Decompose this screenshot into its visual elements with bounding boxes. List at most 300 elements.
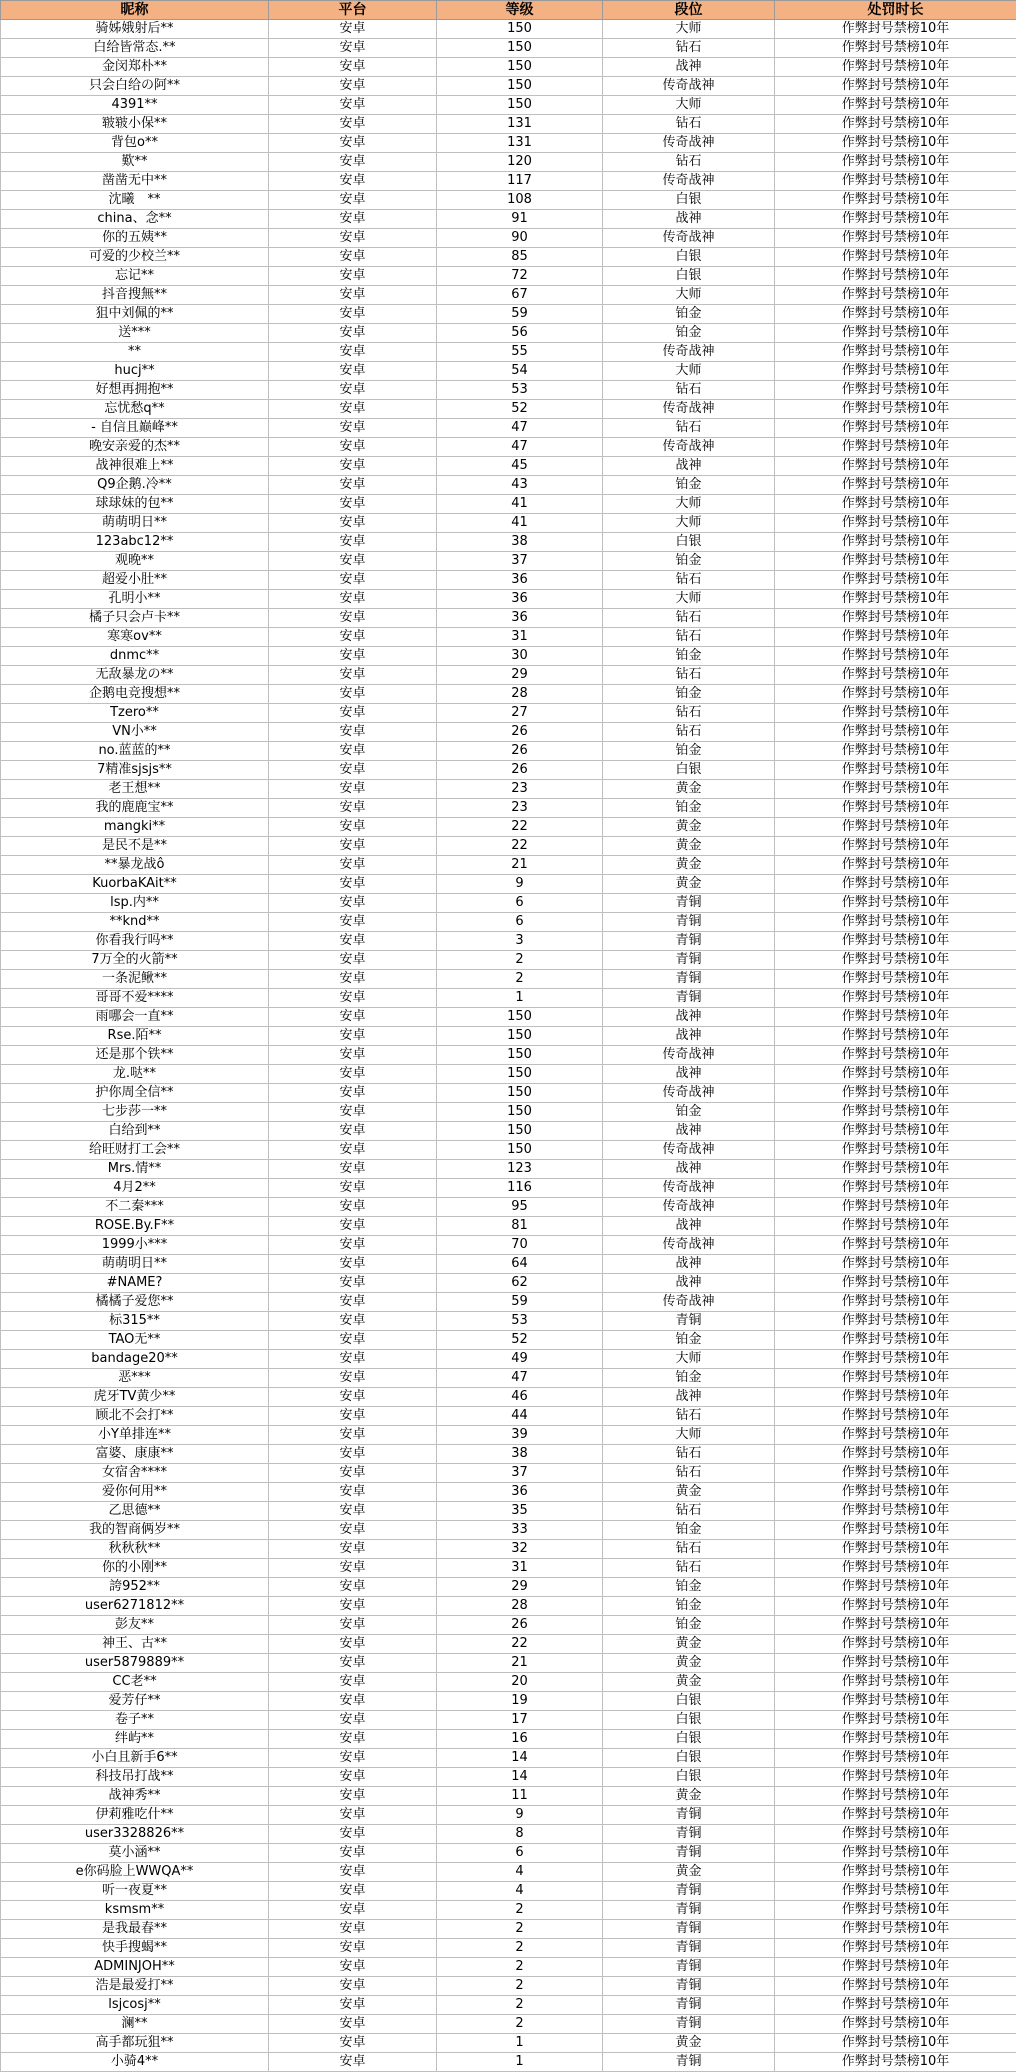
cell-nickname: china、念**: [1, 210, 269, 229]
cell-nickname: - 自信且巅峰**: [1, 419, 269, 438]
table-row: [1, 628, 1016, 647]
cell-nickname: **暴龙战ô: [1, 856, 269, 875]
cell-platform: 安卓: [269, 1540, 437, 1559]
cell-platform: 安卓: [269, 571, 437, 590]
cell-platform: 安卓: [269, 1065, 437, 1084]
table-row: [1, 1350, 1016, 1369]
cell-platform: 安卓: [269, 1901, 437, 1920]
table-row: [1, 1065, 1016, 1084]
cell-penalty: 作弊封号禁榜10年: [775, 1312, 1016, 1331]
cell-nickname: Q9企鹅.冷**: [1, 476, 269, 495]
cell-platform: 安卓: [269, 229, 437, 248]
cell-rank: 青铜: [603, 2015, 775, 2034]
cell-platform: 安卓: [269, 1274, 437, 1293]
cell-penalty: 作弊封号禁榜10年: [775, 894, 1016, 913]
cell-penalty: 作弊封号禁榜10年: [775, 1958, 1016, 1977]
cell-rank: 传奇战神: [603, 1141, 775, 1160]
cell-platform: 安卓: [269, 476, 437, 495]
cell-rank: 铂金: [603, 1369, 775, 1388]
cell-rank: 白银: [603, 1768, 775, 1787]
cell-rank: 铂金: [603, 799, 775, 818]
cell-rank: 白银: [603, 1692, 775, 1711]
cell-penalty: 作弊封号禁榜10年: [775, 704, 1016, 723]
cell-platform: 安卓: [269, 1787, 437, 1806]
table-row: [1, 1407, 1016, 1426]
cell-platform: 安卓: [269, 343, 437, 362]
cell-rank: 黄金: [603, 818, 775, 837]
table-row: [1, 590, 1016, 609]
table-row: [1, 1198, 1016, 1217]
cell-nickname: 哥哥不爱****: [1, 989, 269, 1008]
cell-nickname: 歎**: [1, 153, 269, 172]
cell-nickname: 标315**: [1, 1312, 269, 1331]
cell-platform: 安卓: [269, 1179, 437, 1198]
cell-platform: 安卓: [269, 1141, 437, 1160]
table-row: [1, 913, 1016, 932]
cell-platform: 安卓: [269, 1939, 437, 1958]
cell-rank: 钻石: [603, 571, 775, 590]
cell-level: 116: [437, 1179, 603, 1198]
cell-nickname: 忘记**: [1, 267, 269, 286]
table-row: [1, 1502, 1016, 1521]
cell-level: 41: [437, 514, 603, 533]
table-row: [1, 875, 1016, 894]
cell-nickname: 金闵郑朴**: [1, 58, 269, 77]
cell-nickname: 可爱的少校兰**: [1, 248, 269, 267]
cell-penalty: 作弊封号禁榜10年: [775, 932, 1016, 951]
cell-penalty: 作弊封号禁榜10年: [775, 1901, 1016, 1920]
cell-penalty: 作弊封号禁榜10年: [775, 172, 1016, 191]
cell-level: 53: [437, 381, 603, 400]
table-row: [1, 1141, 1016, 1160]
cell-platform: 安卓: [269, 305, 437, 324]
cell-nickname: lsp.内**: [1, 894, 269, 913]
table-row: [1, 1255, 1016, 1274]
cell-level: 28: [437, 1597, 603, 1616]
table-row: [1, 1863, 1016, 1882]
cell-level: 37: [437, 1464, 603, 1483]
table-row: [1, 1084, 1016, 1103]
cell-platform: 安卓: [269, 2015, 437, 2034]
cell-rank: 钻石: [603, 153, 775, 172]
cell-nickname: 7精准sjsjs**: [1, 761, 269, 780]
cell-platform: 安卓: [269, 1198, 437, 1217]
cell-penalty: 作弊封号禁榜10年: [775, 229, 1016, 248]
table-row: [1, 970, 1016, 989]
cell-nickname: 是民不是**: [1, 837, 269, 856]
cell-nickname: 雨哪会一直**: [1, 1008, 269, 1027]
cell-penalty: 作弊封号禁榜10年: [775, 1863, 1016, 1882]
cell-nickname: 123abc12**: [1, 533, 269, 552]
cell-level: 27: [437, 704, 603, 723]
cell-level: 150: [437, 39, 603, 58]
cell-rank: 青铜: [603, 913, 775, 932]
cell-platform: 安卓: [269, 989, 437, 1008]
table-row: [1, 1711, 1016, 1730]
cell-nickname: TAO无**: [1, 1331, 269, 1350]
cell-penalty: 作弊封号禁榜10年: [775, 723, 1016, 742]
table-row: [1, 799, 1016, 818]
cell-platform: 安卓: [269, 533, 437, 552]
table-row: [1, 837, 1016, 856]
cell-level: 150: [437, 1122, 603, 1141]
table-row: [1, 495, 1016, 514]
cell-penalty: 作弊封号禁榜10年: [775, 1749, 1016, 1768]
table-row: [1, 1027, 1016, 1046]
cell-penalty: 作弊封号禁榜10年: [775, 96, 1016, 115]
header-rank: 段位: [603, 1, 775, 20]
cell-platform: 安卓: [269, 20, 437, 39]
table-row: [1, 1730, 1016, 1749]
cell-penalty: 作弊封号禁榜10年: [775, 1445, 1016, 1464]
cell-level: 23: [437, 799, 603, 818]
cell-platform: 安卓: [269, 39, 437, 58]
cell-level: 20: [437, 1673, 603, 1692]
cell-level: 31: [437, 628, 603, 647]
cell-rank: 铂金: [603, 1616, 775, 1635]
cell-penalty: 作弊封号禁榜10年: [775, 191, 1016, 210]
cell-penalty: 作弊封号禁榜10年: [775, 495, 1016, 514]
cell-platform: 安卓: [269, 1027, 437, 1046]
table-row: [1, 571, 1016, 590]
cell-level: 72: [437, 267, 603, 286]
cell-level: 6: [437, 913, 603, 932]
cell-level: 38: [437, 533, 603, 552]
cell-penalty: 作弊封号禁榜10年: [775, 419, 1016, 438]
cell-level: 64: [437, 1255, 603, 1274]
table-row: [1, 780, 1016, 799]
cell-nickname: 恶***: [1, 1369, 269, 1388]
cell-rank: 战神: [603, 457, 775, 476]
cell-nickname: mangki**: [1, 818, 269, 837]
cell-nickname: 彭友**: [1, 1616, 269, 1635]
cell-nickname: 卷子**: [1, 1711, 269, 1730]
cell-platform: 安卓: [269, 191, 437, 210]
cell-platform: 安卓: [269, 1103, 437, 1122]
table-row: [1, 58, 1016, 77]
table-row: [1, 989, 1016, 1008]
cell-penalty: 作弊封号禁榜10年: [775, 1179, 1016, 1198]
cell-nickname: 澜**: [1, 2015, 269, 2034]
cell-penalty: 作弊封号禁榜10年: [775, 590, 1016, 609]
table-row: [1, 1179, 1016, 1198]
cell-platform: 安卓: [269, 1996, 437, 2015]
cell-nickname: 沈曦 **: [1, 191, 269, 210]
cell-penalty: 作弊封号禁榜10年: [775, 1578, 1016, 1597]
cell-level: 52: [437, 1331, 603, 1350]
cell-rank: 黄金: [603, 1673, 775, 1692]
table-row: [1, 134, 1016, 153]
cell-rank: 战神: [603, 1160, 775, 1179]
cell-nickname: 好想再拥抱**: [1, 381, 269, 400]
cell-nickname: 4391**: [1, 96, 269, 115]
cell-rank: 黄金: [603, 837, 775, 856]
cell-rank: 白银: [603, 533, 775, 552]
cell-platform: 安卓: [269, 1293, 437, 1312]
cell-penalty: 作弊封号禁榜10年: [775, 742, 1016, 761]
cell-penalty: 作弊封号禁榜10年: [775, 286, 1016, 305]
cell-nickname: 伊莉雅吃什**: [1, 1806, 269, 1825]
cell-nickname: ADMINJOH**: [1, 1958, 269, 1977]
cell-nickname: **knd**: [1, 913, 269, 932]
cell-penalty: 作弊封号禁榜10年: [775, 799, 1016, 818]
table-row: [1, 362, 1016, 381]
cell-rank: 钻石: [603, 381, 775, 400]
table-row: [1, 1654, 1016, 1673]
cell-level: 150: [437, 58, 603, 77]
cell-level: 47: [437, 438, 603, 457]
cell-rank: 铂金: [603, 1578, 775, 1597]
cell-platform: 安卓: [269, 894, 437, 913]
cell-level: 33: [437, 1521, 603, 1540]
cell-penalty: 作弊封号禁榜10年: [775, 856, 1016, 875]
cell-level: 35: [437, 1502, 603, 1521]
cell-nickname: VN小**: [1, 723, 269, 742]
cell-nickname: 绊屿**: [1, 1730, 269, 1749]
cell-platform: 安卓: [269, 172, 437, 191]
cell-penalty: 作弊封号禁榜10年: [775, 1521, 1016, 1540]
cell-platform: 安卓: [269, 970, 437, 989]
table-row: [1, 1616, 1016, 1635]
cell-platform: 安卓: [269, 647, 437, 666]
cell-nickname: hucj**: [1, 362, 269, 381]
cell-level: 8: [437, 1825, 603, 1844]
cell-platform: 安卓: [269, 1445, 437, 1464]
cell-penalty: 作弊封号禁榜10年: [775, 1141, 1016, 1160]
cell-nickname: user3328826**: [1, 1825, 269, 1844]
cell-level: 43: [437, 476, 603, 495]
cell-penalty: 作弊封号禁榜10年: [775, 1274, 1016, 1293]
cell-nickname: 超爱小肚**: [1, 571, 269, 590]
cell-nickname: 我的智商俩岁**: [1, 1521, 269, 1540]
cell-rank: 铂金: [603, 647, 775, 666]
cell-platform: 安卓: [269, 1768, 437, 1787]
cell-rank: 传奇战神: [603, 172, 775, 191]
cell-rank: 传奇战神: [603, 343, 775, 362]
cell-platform: 安卓: [269, 58, 437, 77]
cell-rank: 战神: [603, 1065, 775, 1084]
cell-penalty: 作弊封号禁榜10年: [775, 1426, 1016, 1445]
cell-penalty: 作弊封号禁榜10年: [775, 1977, 1016, 1996]
cell-nickname: 浩是最爱打**: [1, 1977, 269, 1996]
cell-rank: 黄金: [603, 875, 775, 894]
cell-nickname: 企鹅电竞搜想**: [1, 685, 269, 704]
cell-level: 90: [437, 229, 603, 248]
table-row: [1, 723, 1016, 742]
cell-rank: 铂金: [603, 305, 775, 324]
cell-platform: 安卓: [269, 1882, 437, 1901]
cell-level: 47: [437, 419, 603, 438]
cell-rank: 大师: [603, 286, 775, 305]
cell-platform: 安卓: [269, 1464, 437, 1483]
table-row: [1, 1635, 1016, 1654]
cell-penalty: 作弊封号禁榜10年: [775, 1711, 1016, 1730]
cell-nickname: 背包o**: [1, 134, 269, 153]
table-row: [1, 1122, 1016, 1141]
table-row: [1, 1749, 1016, 1768]
cell-penalty: 作弊封号禁榜10年: [775, 1540, 1016, 1559]
table-row: [1, 305, 1016, 324]
cell-penalty: 作弊封号禁榜10年: [775, 1806, 1016, 1825]
table-row: [1, 1312, 1016, 1331]
cell-nickname: no.蓝蓝的**: [1, 742, 269, 761]
cell-rank: 白银: [603, 761, 775, 780]
cell-nickname: 你看我行吗**: [1, 932, 269, 951]
cell-rank: 钻石: [603, 1502, 775, 1521]
cell-penalty: 作弊封号禁榜10年: [775, 1464, 1016, 1483]
table-row: [1, 115, 1016, 134]
cell-penalty: 作弊封号禁榜10年: [775, 1407, 1016, 1426]
table-row: [1, 533, 1016, 552]
cell-rank: 白银: [603, 191, 775, 210]
cell-platform: 安卓: [269, 248, 437, 267]
cell-platform: 安卓: [269, 837, 437, 856]
cell-nickname: 橘橘子爱您**: [1, 1293, 269, 1312]
cell-platform: 安卓: [269, 134, 437, 153]
cell-penalty: 作弊封号禁榜10年: [775, 362, 1016, 381]
cell-nickname: 孔明小**: [1, 590, 269, 609]
cell-nickname: 七步莎一**: [1, 1103, 269, 1122]
cell-level: 150: [437, 1084, 603, 1103]
cell-platform: 安卓: [269, 1920, 437, 1939]
cell-penalty: 作弊封号禁榜10年: [775, 533, 1016, 552]
cell-rank: 黄金: [603, 1635, 775, 1654]
cell-penalty: 作弊封号禁榜10年: [775, 1046, 1016, 1065]
cell-level: 31: [437, 1559, 603, 1578]
table-row: [1, 1673, 1016, 1692]
cell-rank: 战神: [603, 1008, 775, 1027]
cell-penalty: 作弊封号禁榜10年: [775, 571, 1016, 590]
cell-nickname: 无敌暴龙の**: [1, 666, 269, 685]
cell-level: 6: [437, 894, 603, 913]
cell-nickname: 骑姊娥射后**: [1, 20, 269, 39]
cell-penalty: 作弊封号禁榜10年: [775, 818, 1016, 837]
cell-rank: 大师: [603, 1350, 775, 1369]
cell-level: 150: [437, 77, 603, 96]
table-row: [1, 1787, 1016, 1806]
table-row: [1, 1008, 1016, 1027]
cell-level: 22: [437, 837, 603, 856]
header-row: [1, 1, 1016, 20]
cell-level: 1: [437, 2034, 603, 2053]
table-row: [1, 818, 1016, 837]
cell-level: 150: [437, 1103, 603, 1122]
cell-nickname: 7万全的火箭**: [1, 951, 269, 970]
cell-rank: 战神: [603, 210, 775, 229]
cell-penalty: 作弊封号禁榜10年: [775, 951, 1016, 970]
cell-nickname: CC老**: [1, 1673, 269, 1692]
cell-nickname: 战神秀**: [1, 1787, 269, 1806]
cell-rank: 铂金: [603, 742, 775, 761]
cell-level: 17: [437, 1711, 603, 1730]
cell-penalty: 作弊封号禁榜10年: [775, 761, 1016, 780]
table-row: [1, 248, 1016, 267]
cell-level: 26: [437, 761, 603, 780]
cell-platform: 安卓: [269, 1160, 437, 1179]
table-row: [1, 1597, 1016, 1616]
cell-penalty: 作弊封号禁榜10年: [775, 970, 1016, 989]
cell-nickname: 狙中刘佩的**: [1, 305, 269, 324]
cell-level: 29: [437, 666, 603, 685]
cell-level: 21: [437, 1654, 603, 1673]
cell-rank: 铂金: [603, 552, 775, 571]
cell-platform: 安卓: [269, 856, 437, 875]
cell-level: 45: [437, 457, 603, 476]
cell-penalty: 作弊封号禁榜10年: [775, 1996, 1016, 2015]
cell-level: 59: [437, 305, 603, 324]
cell-platform: 安卓: [269, 1597, 437, 1616]
cell-nickname: bandage20**: [1, 1350, 269, 1369]
cell-nickname: 顾北不会打**: [1, 1407, 269, 1426]
cell-nickname: 龙.哒**: [1, 1065, 269, 1084]
cell-nickname: 是我最春**: [1, 1920, 269, 1939]
cell-penalty: 作弊封号禁榜10年: [775, 1008, 1016, 1027]
cell-platform: 安卓: [269, 1255, 437, 1274]
cell-platform: 安卓: [269, 723, 437, 742]
cell-level: 1: [437, 2053, 603, 2072]
cell-nickname: 白给到**: [1, 1122, 269, 1141]
cell-penalty: 作弊封号禁榜10年: [775, 1027, 1016, 1046]
cell-nickname: 皲皲小保**: [1, 115, 269, 134]
cell-rank: 青铜: [603, 970, 775, 989]
cell-penalty: 作弊封号禁榜10年: [775, 514, 1016, 533]
table-row: [1, 2034, 1016, 2053]
cell-level: 46: [437, 1388, 603, 1407]
cell-platform: 安卓: [269, 552, 437, 571]
cell-rank: 白银: [603, 267, 775, 286]
cell-penalty: 作弊封号禁榜10年: [775, 1730, 1016, 1749]
cell-platform: 安卓: [269, 286, 437, 305]
cell-nickname: lsjcosj**: [1, 1996, 269, 2015]
cell-penalty: 作弊封号禁榜10年: [775, 685, 1016, 704]
cell-platform: 安卓: [269, 1635, 437, 1654]
table-row: [1, 1939, 1016, 1958]
cell-nickname: 小Y单排连**: [1, 1426, 269, 1445]
cell-rank: 大师: [603, 96, 775, 115]
cell-level: 150: [437, 1027, 603, 1046]
cell-level: 38: [437, 1445, 603, 1464]
cell-level: 29: [437, 1578, 603, 1597]
cell-nickname: 听一夜夏**: [1, 1882, 269, 1901]
table-row: [1, 1483, 1016, 1502]
cell-platform: 安卓: [269, 704, 437, 723]
cell-platform: 安卓: [269, 628, 437, 647]
cell-rank: 钻石: [603, 1464, 775, 1483]
cell-nickname: 凿凿无中**: [1, 172, 269, 191]
cell-nickname: 给旺财打工会**: [1, 1141, 269, 1160]
cell-nickname: 小骑4**: [1, 2053, 269, 2072]
cell-level: 9: [437, 1806, 603, 1825]
cell-level: 2: [437, 970, 603, 989]
cell-platform: 安卓: [269, 1084, 437, 1103]
table-row: [1, 1882, 1016, 1901]
cell-rank: 青铜: [603, 1882, 775, 1901]
cell-nickname: user5879889**: [1, 1654, 269, 1673]
table-row: [1, 324, 1016, 343]
cell-rank: 铂金: [603, 1597, 775, 1616]
table-row: [1, 1521, 1016, 1540]
cell-platform: 安卓: [269, 1217, 437, 1236]
cell-rank: 传奇战神: [603, 400, 775, 419]
cell-rank: 黄金: [603, 2034, 775, 2053]
cell-platform: 安卓: [269, 153, 437, 172]
table-row: [1, 476, 1016, 495]
cell-level: 2: [437, 1920, 603, 1939]
cell-level: 11: [437, 1787, 603, 1806]
cell-penalty: 作弊封号禁榜10年: [775, 1331, 1016, 1350]
cell-platform: 安卓: [269, 780, 437, 799]
table-row: [1, 761, 1016, 780]
